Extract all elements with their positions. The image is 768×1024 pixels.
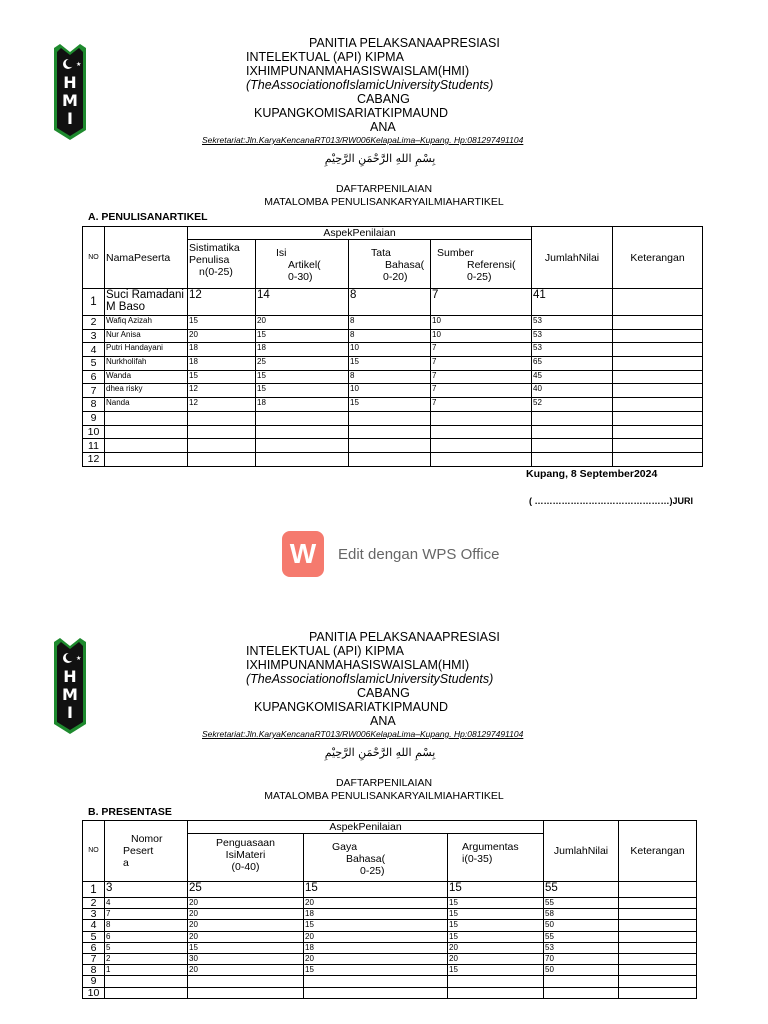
logo-letter-h: H	[63, 667, 77, 686]
cell-keterangan	[619, 898, 697, 909]
cell-no: 5	[83, 931, 105, 942]
cell-nomor-peserta: 2	[105, 953, 188, 964]
cell-gaya-bahasa	[304, 987, 448, 998]
cell-nama-peserta: Nurkholifah	[105, 357, 188, 371]
cell-jumlah-nilai	[544, 987, 619, 998]
header-line-5: CABANG	[357, 92, 410, 106]
cell-sumber-referensi	[431, 439, 532, 453]
cell-keterangan	[613, 370, 703, 384]
cell-sistimatika	[188, 452, 256, 466]
cell-nomor-peserta	[105, 976, 188, 987]
cell-penguasaan-materi: 30	[188, 953, 304, 964]
cell-keterangan	[613, 357, 703, 371]
cell-keterangan	[613, 343, 703, 357]
cell-no: 12	[83, 452, 105, 466]
cell-nama-peserta: Putri Handayani	[105, 343, 188, 357]
cell-sumber-referensi: 7	[431, 289, 532, 316]
cell-sistimatika: 15	[188, 370, 256, 384]
cell-tata-bahasa: 8	[349, 289, 431, 316]
cell-no: 1	[83, 882, 105, 898]
table-row	[83, 882, 697, 898]
cell-tata-bahasa: 15	[349, 398, 431, 412]
cell-argumentasi: 20	[448, 942, 544, 953]
cell-nama-peserta: dhea risky	[105, 384, 188, 398]
table-presentase	[82, 820, 697, 999]
cell-jumlah-nilai: 41	[532, 289, 613, 316]
cell-penguasaan-materi: 20	[188, 898, 304, 909]
cell-sumber-referensi: 7	[431, 343, 532, 357]
cell-jumlah-nilai: 40	[532, 384, 613, 398]
cell-gaya-bahasa	[304, 976, 448, 987]
cell-no: 5	[83, 357, 105, 371]
sekretariat-address: Sekretariat:Jln.KaryaKencanaRT013/RW006KelapaLima–Kupang. Hp:081297491104	[202, 135, 524, 145]
header-line-2: INTELEKTUAL (API) KIPMA	[246, 644, 404, 658]
table-row	[83, 411, 703, 425]
table-row	[83, 316, 703, 330]
cell-keterangan	[613, 398, 703, 412]
doc-subtitle: MATALOMBA PENULISANKARYAILMIAHARTIKEL	[264, 790, 504, 802]
cell-sumber-referensi: 7	[431, 384, 532, 398]
cell-argumentasi	[448, 976, 544, 987]
cell-no: 11	[83, 439, 105, 453]
table-row	[83, 953, 697, 964]
cell-tata-bahasa: 10	[349, 384, 431, 398]
table-row	[83, 931, 697, 942]
cell-isi-artikel	[256, 411, 349, 425]
cell-argumentasi: 15	[448, 882, 544, 898]
cell-sumber-referensi: 7	[431, 370, 532, 384]
cell-tata-bahasa: 8	[349, 329, 431, 343]
cell-sistimatika: 12	[188, 384, 256, 398]
cell-sistimatika	[188, 425, 256, 439]
cell-tata-bahasa	[349, 411, 431, 425]
section-b-label: B. PRESENTASE	[88, 806, 172, 818]
logo-letter-h: H	[63, 73, 77, 92]
cell-isi-artikel: 25	[256, 357, 349, 371]
table-row	[83, 920, 697, 931]
cell-jumlah-nilai: 53	[532, 343, 613, 357]
logo-letter-i: I	[67, 703, 73, 722]
col-aspek-penilaian: AspekPenilaian	[188, 227, 532, 240]
cell-jumlah-nilai: 52	[532, 398, 613, 412]
cell-nama-peserta: Suci Ramadani M Baso	[105, 289, 188, 316]
table-row	[83, 398, 703, 412]
col-gaya-bahasa: Gaya Bahasa( 0-25)	[304, 834, 448, 882]
cell-no: 8	[83, 398, 105, 412]
cell-jumlah-nilai: 55	[544, 898, 619, 909]
cell-isi-artikel: 18	[256, 398, 349, 412]
cell-sistimatika: 12	[188, 398, 256, 412]
cell-gaya-bahasa: 20	[304, 898, 448, 909]
cell-nomor-peserta: 8	[105, 920, 188, 931]
table-row	[83, 439, 703, 453]
cell-jumlah-nilai: 53	[544, 942, 619, 953]
cell-penguasaan-materi: 20	[188, 931, 304, 942]
cell-penguasaan-materi: 15	[188, 942, 304, 953]
col-sumber-referensi: Sumber Referensi( 0-25)	[431, 240, 532, 289]
cell-no: 4	[83, 343, 105, 357]
cell-keterangan	[613, 329, 703, 343]
cell-isi-artikel	[256, 439, 349, 453]
cell-isi-artikel: 15	[256, 384, 349, 398]
cell-sumber-referensi: 7	[431, 357, 532, 371]
hmi-logo	[54, 44, 86, 140]
cell-tata-bahasa	[349, 452, 431, 466]
cell-sistimatika: 18	[188, 343, 256, 357]
cell-no: 2	[83, 898, 105, 909]
cell-gaya-bahasa: 18	[304, 909, 448, 920]
cell-sistimatika: 15	[188, 316, 256, 330]
table-row	[83, 289, 703, 316]
cell-isi-artikel: 15	[256, 370, 349, 384]
wps-logo-icon: W	[282, 531, 324, 577]
cell-isi-artikel: 18	[256, 343, 349, 357]
cell-keterangan	[613, 452, 703, 466]
hmi-logo	[54, 638, 86, 734]
cell-jumlah-nilai: 50	[544, 965, 619, 976]
cell-nomor-peserta: 7	[105, 909, 188, 920]
cell-no: 6	[83, 942, 105, 953]
table-row	[83, 452, 703, 466]
cell-no: 7	[83, 953, 105, 964]
cell-nomor-peserta: 5	[105, 942, 188, 953]
wps-edit-label: Edit dengan WPS Office	[338, 545, 500, 563]
cell-jumlah-nilai	[532, 425, 613, 439]
cell-jumlah-nilai: 55	[544, 882, 619, 898]
cell-jumlah-nilai: 53	[532, 329, 613, 343]
table-row	[83, 898, 697, 909]
cell-jumlah-nilai: 58	[544, 909, 619, 920]
cell-tata-bahasa: 8	[349, 370, 431, 384]
table-row	[83, 425, 703, 439]
header-line-3: IXHIMPUNANMAHASISWAISLAM(HMI)	[246, 658, 470, 672]
signature-juri: ( ………………………………………)JURI	[529, 496, 693, 506]
cell-keterangan	[613, 439, 703, 453]
cell-penguasaan-materi: 20	[188, 965, 304, 976]
cell-keterangan	[619, 953, 697, 964]
cell-argumentasi: 15	[448, 898, 544, 909]
cell-no: 7	[83, 384, 105, 398]
cell-jumlah-nilai: 45	[532, 370, 613, 384]
cell-nomor-peserta: 4	[105, 898, 188, 909]
cell-nomor-peserta: 1	[105, 965, 188, 976]
cell-jumlah-nilai	[532, 452, 613, 466]
cell-jumlah-nilai	[532, 439, 613, 453]
cell-argumentasi: 15	[448, 920, 544, 931]
cell-tata-bahasa	[349, 425, 431, 439]
col-aspek-penilaian: AspekPenilaian	[188, 821, 544, 834]
cell-sumber-referensi	[431, 425, 532, 439]
cell-jumlah-nilai: 70	[544, 953, 619, 964]
cell-no: 2	[83, 316, 105, 330]
col-isi-artikel: Isi Artikel( 0-30)	[256, 240, 349, 289]
cell-sistimatika: 20	[188, 329, 256, 343]
cell-jumlah-nilai: 53	[532, 316, 613, 330]
wps-edit-banner[interactable]	[282, 531, 499, 577]
cell-jumlah-nilai	[544, 976, 619, 987]
col-tata-bahasa: Tata Bahasa( 0-20)	[349, 240, 431, 289]
sekretariat-address: Sekretariat:Jln.KaryaKencanaRT013/RW006KelapaLima–Kupang. Hp:081297491104	[202, 729, 524, 739]
cell-nama-peserta: Wanda	[105, 370, 188, 384]
cell-sistimatika: 18	[188, 357, 256, 371]
cell-keterangan	[613, 316, 703, 330]
svg-text:★: ★	[76, 655, 82, 662]
cell-argumentasi	[448, 987, 544, 998]
header-line-6: KUPANGKOMISARIATKIPMAUND	[254, 106, 449, 120]
table-row	[83, 976, 697, 987]
cell-no: 4	[83, 920, 105, 931]
header-line-1: PANITIA PELAKSANAAPRESIASI	[309, 630, 500, 644]
cell-argumentasi: 15	[448, 931, 544, 942]
cell-tata-bahasa: 10	[349, 343, 431, 357]
cell-gaya-bahasa: 20	[304, 953, 448, 964]
cell-nama-peserta	[105, 452, 188, 466]
header-line-2: INTELEKTUAL (API) KIPMA	[246, 50, 404, 64]
table-row	[83, 357, 703, 371]
cell-nomor-peserta: 6	[105, 931, 188, 942]
basmalah: بِسْمِ اللهِ الرَّحْمَنِ الرَّحِيْمِ	[324, 746, 436, 759]
cell-keterangan	[613, 289, 703, 316]
cell-isi-artikel: 15	[256, 329, 349, 343]
header-line-6: KUPANGKOMISARIATKIPMAUND	[254, 700, 449, 714]
logo-letter-m: M	[62, 685, 78, 704]
logo-letter-m: M	[62, 91, 78, 110]
header-line-5: CABANG	[357, 686, 410, 700]
cell-nomor-peserta	[105, 987, 188, 998]
cell-no: 3	[83, 909, 105, 920]
cell-no: 9	[83, 411, 105, 425]
cell-sumber-referensi	[431, 452, 532, 466]
cell-sumber-referensi: 10	[431, 329, 532, 343]
doc-title: DAFTARPENILAIAN	[335, 183, 433, 195]
cell-gaya-bahasa: 18	[304, 942, 448, 953]
cell-gaya-bahasa: 15	[304, 920, 448, 931]
cell-no: 10	[83, 425, 105, 439]
header-line-1: PANITIA PELAKSANAAPRESIASI	[309, 36, 500, 50]
cell-keterangan	[619, 909, 697, 920]
cell-penguasaan-materi: 25	[188, 882, 304, 898]
table-row	[83, 965, 697, 976]
cell-keterangan	[619, 987, 697, 998]
cell-sistimatika	[188, 411, 256, 425]
cell-nama-peserta	[105, 411, 188, 425]
col-argumentasi: Argumentas i(0-35)	[448, 834, 544, 882]
cell-penguasaan-materi: 20	[188, 909, 304, 920]
cell-no: 1	[83, 289, 105, 316]
col-keterangan: Keterangan	[613, 227, 703, 289]
header-line-7: ANA	[370, 714, 396, 728]
cell-argumentasi: 15	[448, 965, 544, 976]
cell-gaya-bahasa: 20	[304, 931, 448, 942]
cell-no: 9	[83, 976, 105, 987]
col-keterangan: Keterangan	[619, 821, 697, 882]
header-line-7: ANA	[370, 120, 396, 134]
cell-keterangan	[619, 976, 697, 987]
cell-penguasaan-materi: 20	[188, 920, 304, 931]
svg-text:★: ★	[76, 61, 82, 68]
header-line-4: (TheAssociationofIslamicUniversityStudents)	[246, 78, 494, 92]
cell-keterangan	[619, 882, 697, 898]
cell-keterangan	[619, 931, 697, 942]
cell-argumentasi: 20	[448, 953, 544, 964]
cell-nama-peserta: Nanda	[105, 398, 188, 412]
table-row	[83, 942, 697, 953]
col-jumlah-nilai: JumlahNilai	[532, 227, 613, 289]
cell-nama-peserta: Nur Anisa	[105, 329, 188, 343]
cell-sistimatika: 12	[188, 289, 256, 316]
cell-sumber-referensi: 10	[431, 316, 532, 330]
cell-jumlah-nilai	[532, 411, 613, 425]
header-line-3: IXHIMPUNANMAHASISWAISLAM(HMI)	[246, 64, 470, 78]
cell-nama-peserta	[105, 439, 188, 453]
basmalah: بِسْمِ اللهِ الرَّحْمَنِ الرَّحِيْمِ	[324, 152, 436, 165]
cell-tata-bahasa	[349, 439, 431, 453]
cell-sistimatika	[188, 439, 256, 453]
cell-keterangan	[613, 411, 703, 425]
col-nama-peserta: NamaPeserta	[105, 227, 188, 289]
cell-no: 8	[83, 965, 105, 976]
section-a-label: A. PENULISANARTIKEL	[88, 211, 208, 223]
cell-jumlah-nilai: 65	[532, 357, 613, 371]
logo-letter-i: I	[67, 109, 73, 128]
col-penguasaan-materi: Penguasaan IsiMateri (0-40)	[188, 834, 304, 882]
col-nomor-peserta: Nomor Pesert a	[105, 821, 188, 882]
table-row	[83, 343, 703, 357]
table-row	[83, 329, 703, 343]
cell-jumlah-nilai: 50	[544, 920, 619, 931]
cell-isi-artikel	[256, 452, 349, 466]
table-row	[83, 909, 697, 920]
cell-jumlah-nilai: 55	[544, 931, 619, 942]
doc-subtitle: MATALOMBA PENULISANKARYAILMIAHARTIKEL	[264, 196, 504, 208]
cell-no: 3	[83, 329, 105, 343]
table-row	[83, 370, 703, 384]
cell-isi-artikel: 20	[256, 316, 349, 330]
cell-keterangan	[619, 942, 697, 953]
table-row	[83, 987, 697, 998]
cell-sumber-referensi: 7	[431, 398, 532, 412]
cell-nama-peserta	[105, 425, 188, 439]
cell-argumentasi: 15	[448, 909, 544, 920]
cell-gaya-bahasa: 15	[304, 882, 448, 898]
col-sistimatika: Sistimatika Penulisa n(0-25)	[188, 240, 256, 289]
cell-tata-bahasa: 8	[349, 316, 431, 330]
doc-title: DAFTARPENILAIAN	[335, 777, 433, 789]
cell-no: 10	[83, 987, 105, 998]
cell-no: 6	[83, 370, 105, 384]
cell-sumber-referensi	[431, 411, 532, 425]
cell-penguasaan-materi	[188, 976, 304, 987]
header-line-4: (TheAssociationofIslamicUniversityStudents)	[246, 672, 494, 686]
col-no: NO	[83, 821, 105, 882]
table-penulisan-artikel	[82, 226, 703, 467]
cell-tata-bahasa: 15	[349, 357, 431, 371]
cell-keterangan	[619, 965, 697, 976]
cell-penguasaan-materi	[188, 987, 304, 998]
cell-isi-artikel: 14	[256, 289, 349, 316]
cell-gaya-bahasa: 15	[304, 965, 448, 976]
col-jumlah-nilai: JumlahNilai	[544, 821, 619, 882]
signature-date: Kupang, 8 September2024	[526, 468, 658, 480]
cell-nomor-peserta: 3	[105, 882, 188, 898]
cell-isi-artikel	[256, 425, 349, 439]
cell-keterangan	[613, 384, 703, 398]
cell-nama-peserta: Wafiq Azizah	[105, 316, 188, 330]
col-no: NO	[83, 227, 105, 289]
cell-keterangan	[613, 425, 703, 439]
table-row	[83, 384, 703, 398]
cell-keterangan	[619, 920, 697, 931]
